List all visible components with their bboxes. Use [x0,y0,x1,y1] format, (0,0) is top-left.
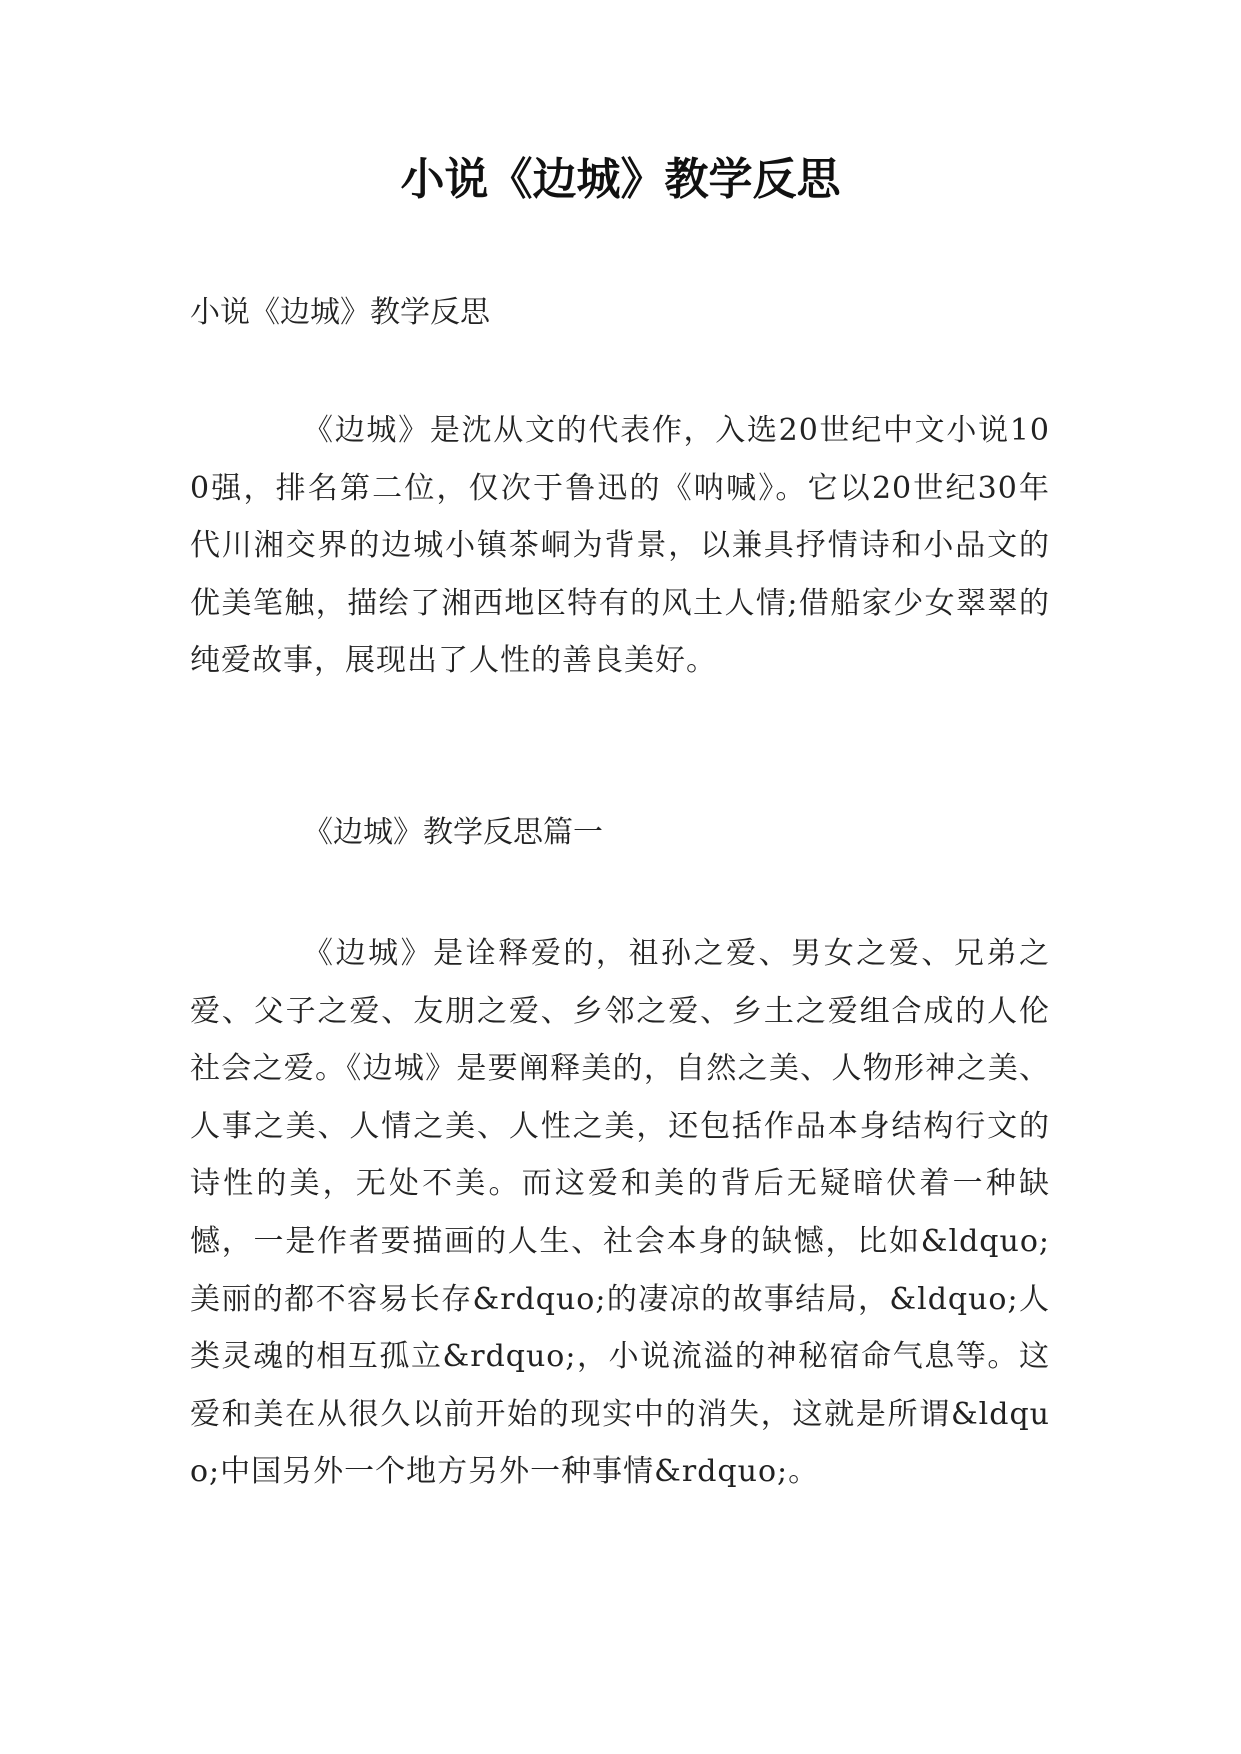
paragraph-reflection: 《边城》是诠释爱的，祖孙之爱、男女之爱、兄弟之爱、父子之爱、友朋之爱、乡邻之爱、乡土之爱组合成的人伦社会之爱。《边城》是要阐释美的，自然之美、人物形神之美、人事之美、人情之美、人性之美，还包括作品本身结构行文的诗性的美，无处不美。而这爱和美的背后无疑暗伏着一种缺憾，一是作者要描画的人生、社会本身的缺憾，比如&ldquo;美丽的都不容易长存&rdquo;的凄凉的故事结局，&ldquo;人类灵魂的相互孤立&rdquo;，小说流溢的神秘宿命气息等。这爱和美在从很久以前开始的现实中的消失，这就是所谓&ldquo;中国另外一个地方另外一种事情&rdquo;。 [190,936,1050,1490]
document-title: 小说《边城》教学反思 [400,154,841,205]
document-subtitle: 小说《边城》教学反思 [190,295,490,330]
section-heading: 《边城》教学反思篇一 [303,815,603,850]
paragraph-intro: 《边城》是沈从文的代表作，入选20世纪中文小说100强，排名第二位，仅次于鲁迅的《呐喊》。它以20世纪30年代川湘交界的边城小镇茶峒为背景，以兼具抒情诗和小品文的优美笔触，描绘了湘西地区特有的风土人情;借船家少女翠翠的纯爱故事，展现出了人性的善良美好。 [190,413,1050,679]
